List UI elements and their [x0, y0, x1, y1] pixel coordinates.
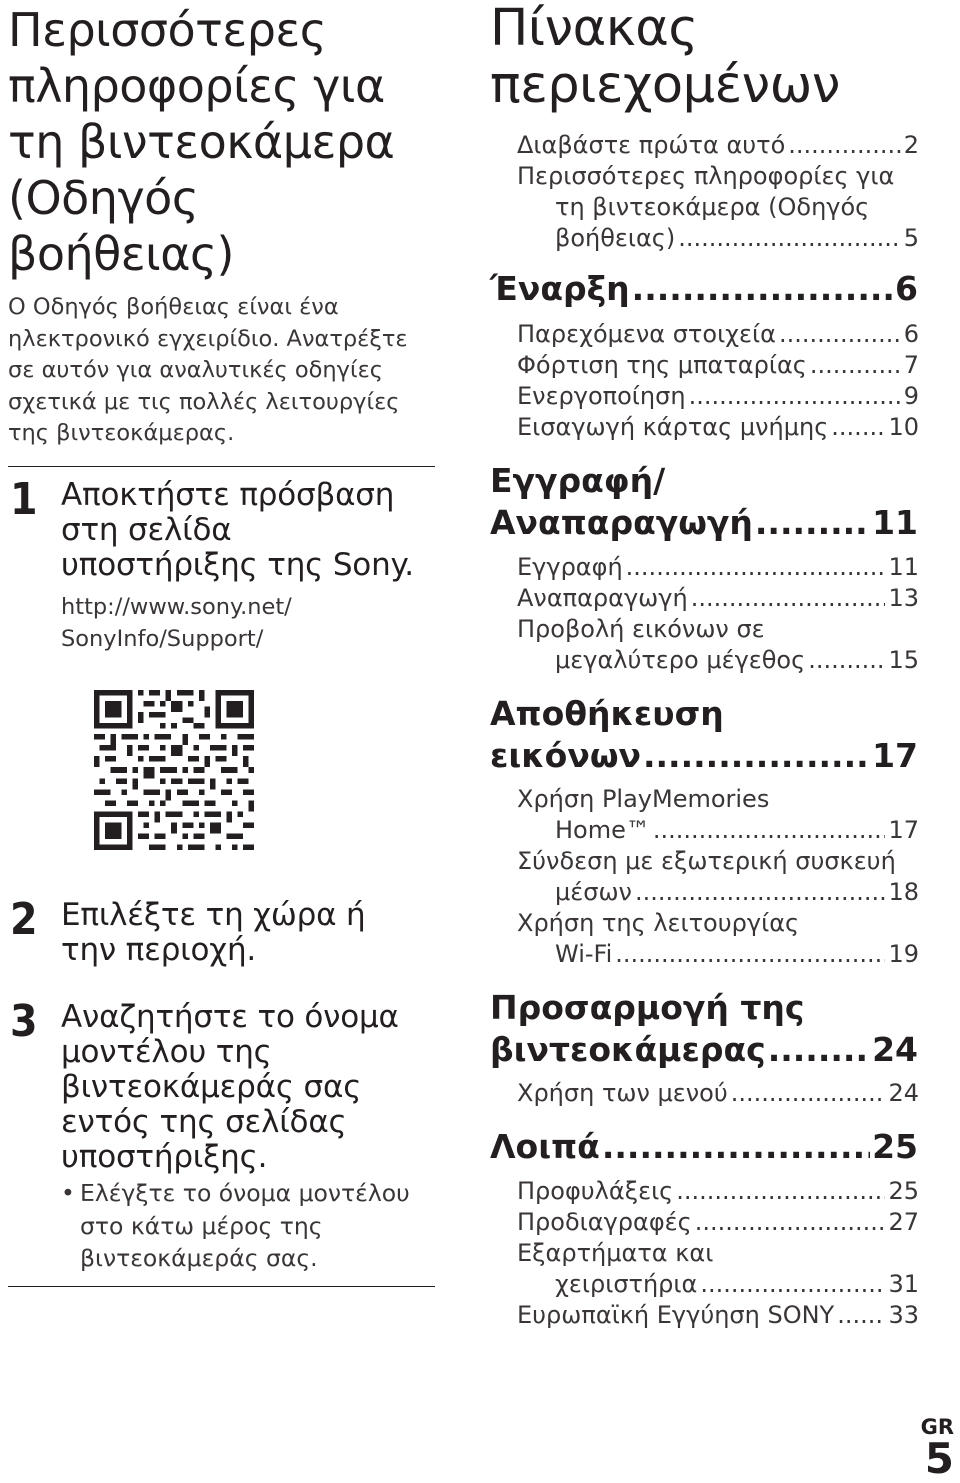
entry-text[interactable]: Εισαγωγή κάρτας μνήμης	[517, 413, 829, 441]
entry-page[interactable]: 31	[888, 1270, 919, 1298]
entry-page[interactable]: 19	[888, 940, 919, 968]
title-line: βοήθειας)	[8, 227, 234, 281]
entry-page[interactable]: 17	[888, 816, 919, 844]
section-page[interactable]: 24	[872, 1030, 918, 1069]
step-text	[61, 478, 439, 583]
title-line: τη βιντεοκάμερα	[8, 115, 395, 169]
entry-text[interactable]: Αναπαραγωγή	[517, 584, 688, 612]
entry-page[interactable]: 27	[888, 1208, 919, 1236]
toc-section-saving[interactable]	[490, 693, 918, 777]
toc-entry[interactable]	[517, 130, 919, 161]
step-text	[61, 898, 439, 968]
toc-entry[interactable]	[517, 412, 919, 443]
entry-text[interactable]: χειριστήρια	[555, 1270, 698, 1298]
toc-title	[490, 0, 930, 114]
section-page[interactable]: 11	[872, 503, 918, 542]
entry-text[interactable]: Χρήση των μενού	[517, 1079, 728, 1107]
toc-entry[interactable]	[517, 552, 919, 583]
entry-text[interactable]: Home™	[555, 816, 650, 844]
entry-page[interactable]: 6	[903, 320, 919, 348]
section-text[interactable]: Εγγραφή/	[490, 461, 666, 500]
intro-line: ηλεκτρονικό εγχειρίδιο. Ανατρέξτε	[8, 325, 408, 352]
step-number: 3	[10, 996, 38, 1047]
intro-line: σε αυτόν για αναλυτικές οδηγίες	[8, 357, 383, 383]
toc-entry[interactable]	[517, 381, 919, 412]
entry-text[interactable]: Προβολή εικόνων σε	[517, 615, 765, 643]
entry-text[interactable]: Προδιαγραφές	[517, 1208, 692, 1236]
step-line: υποστήριξης.	[61, 1139, 268, 1175]
toc-section-customize[interactable]	[490, 987, 918, 1071]
toc-section-start[interactable]	[490, 268, 918, 310]
entry-text[interactable]: Wi-Fi	[555, 940, 613, 968]
toc-entry[interactable]	[517, 583, 919, 614]
intro-line: σχετικά με τις πολλές λειτουργίες	[8, 388, 400, 415]
bullet-note	[61, 1177, 441, 1275]
entry-text[interactable]: Περισσότερες πληροφορίες για	[517, 162, 895, 190]
entry-page[interactable]: 33	[888, 1301, 919, 1329]
toc-entry[interactable]	[517, 1300, 919, 1331]
entry-page[interactable]: 11	[888, 553, 919, 581]
entry-text[interactable]: Ευρωπαϊκή Εγγύηση SONY	[517, 1301, 835, 1329]
step-line: Αποκτήστε πρόσβαση	[61, 477, 395, 513]
section-text[interactable]: Προσαρμογή της	[490, 988, 805, 1027]
toc-entry[interactable]	[517, 1176, 919, 1207]
entry-text[interactable]: Σύνδεση με εξωτερική συσκευή	[517, 847, 896, 875]
step-line: υποστήριξης της Sony.	[61, 547, 414, 583]
entry-page[interactable]: 9	[903, 382, 919, 410]
entry-text[interactable]: Παρεχόμενα στοιχεία	[517, 320, 776, 348]
step-line: βιντεοκάμεράς σας	[61, 1069, 362, 1105]
section-text[interactable]: Αποθήκευση	[490, 694, 724, 733]
step-line: στη σελίδα	[61, 512, 232, 548]
url-line[interactable]: http://www.sony.net/	[61, 594, 292, 620]
entry-text[interactable]: Εξαρτήματα και	[517, 1239, 714, 1267]
intro-line: της βιντεοκάμερας.	[8, 420, 235, 446]
intro-paragraph	[8, 292, 428, 450]
section-text[interactable]: Αναπαραγωγή	[490, 503, 753, 542]
toc-entry[interactable]	[517, 908, 919, 970]
entry-page[interactable]: 25	[888, 1177, 919, 1205]
entry-text[interactable]: μέσων	[555, 878, 632, 906]
step-number: 2	[10, 894, 38, 945]
step-line: Αναζητήστε το όνομα	[61, 999, 399, 1035]
bullet-dot: •	[61, 1179, 75, 1207]
title-line: Πίνακας	[490, 0, 698, 58]
toc-entry[interactable]	[517, 1207, 919, 1238]
entry-text[interactable]: Χρήση της λειτουργίας	[517, 909, 800, 937]
toc-entry[interactable]	[517, 350, 919, 381]
toc-entry[interactable]	[517, 614, 919, 676]
section-text[interactable]: Έναρξη	[490, 269, 630, 308]
language-code: GR	[920, 1415, 954, 1439]
step-line: μοντέλου της	[61, 1034, 272, 1070]
entry-text[interactable]: τη βιντεοκάμερα (Οδηγός	[555, 193, 870, 221]
section-page[interactable]: 6	[895, 269, 918, 308]
toc-entry[interactable]	[517, 784, 919, 846]
section-page[interactable]: 25	[872, 1127, 918, 1166]
entry-page[interactable]: 2	[903, 131, 919, 159]
step-line: εντός της σελίδας	[61, 1104, 347, 1140]
entry-text[interactable]: Εγγραφή	[517, 553, 623, 581]
top-divider	[8, 466, 435, 467]
bullet-line: Ελέγξτε το όνομα μοντέλου	[80, 1179, 410, 1207]
page-title	[8, 2, 438, 282]
toc-entry[interactable]	[517, 319, 919, 350]
entry-page[interactable]: 5	[903, 224, 919, 252]
entry-text[interactable]: Διαβάστε πρώτα αυτό	[517, 131, 786, 159]
toc-entry[interactable]	[517, 846, 919, 908]
intro-line: Ο Οδηγός βοήθειας είναι ένα	[8, 294, 339, 320]
section-text[interactable]: βιντεοκάμερας	[490, 1030, 766, 1069]
toc-section-recording[interactable]	[490, 460, 918, 544]
entry-page[interactable]: 10	[888, 413, 919, 441]
toc-section-other[interactable]	[490, 1126, 918, 1168]
entry-text[interactable]: Προφυλάξεις	[517, 1177, 674, 1205]
step-text	[61, 1000, 439, 1175]
toc-entry[interactable]	[517, 161, 919, 254]
bottom-divider	[8, 1286, 435, 1287]
page-number: 5	[924, 1434, 954, 1483]
title-line: περιεχομένων	[490, 56, 840, 115]
url-line[interactable]: SonyInfo/Support/	[61, 625, 264, 652]
section-text[interactable]: Λοιπά	[490, 1127, 600, 1166]
support-url[interactable]	[61, 592, 439, 655]
entry-page[interactable]: 7	[903, 351, 919, 379]
bullet-line: βιντεοκάμεράς σας.	[80, 1244, 318, 1272]
entry-page[interactable]: 15	[888, 646, 919, 674]
entry-page[interactable]: 24	[888, 1079, 919, 1107]
step-number: 1	[10, 474, 38, 525]
entry-page[interactable]: 13	[888, 584, 919, 612]
entry-page[interactable]: 18	[888, 878, 919, 906]
section-page[interactable]: 17	[872, 736, 918, 775]
step-line: την περιοχή.	[61, 932, 257, 968]
step-line: Επιλέξτε τη χώρα ή	[61, 897, 366, 933]
toc-entry[interactable]	[517, 1238, 919, 1300]
entry-text[interactable]: Φόρτιση της μπαταρίας	[517, 351, 807, 379]
title-line: πληροφορίες για	[8, 59, 385, 113]
bullet-line: στο κάτω μέρος της	[80, 1211, 323, 1240]
entry-text[interactable]: Ενεργοποίηση	[517, 382, 686, 410]
section-text[interactable]: εικόνων	[490, 736, 641, 775]
entry-text[interactable]: μεγαλύτερο μέγεθος	[555, 646, 806, 674]
title-line: Περισσότερες	[8, 3, 327, 57]
qr-code	[94, 690, 254, 850]
toc-entry[interactable]	[517, 1078, 919, 1109]
entry-text[interactable]: βοήθειας)	[555, 224, 676, 252]
entry-text[interactable]: Χρήση PlayMemories	[517, 785, 770, 813]
title-line: (Οδηγός	[8, 171, 199, 225]
